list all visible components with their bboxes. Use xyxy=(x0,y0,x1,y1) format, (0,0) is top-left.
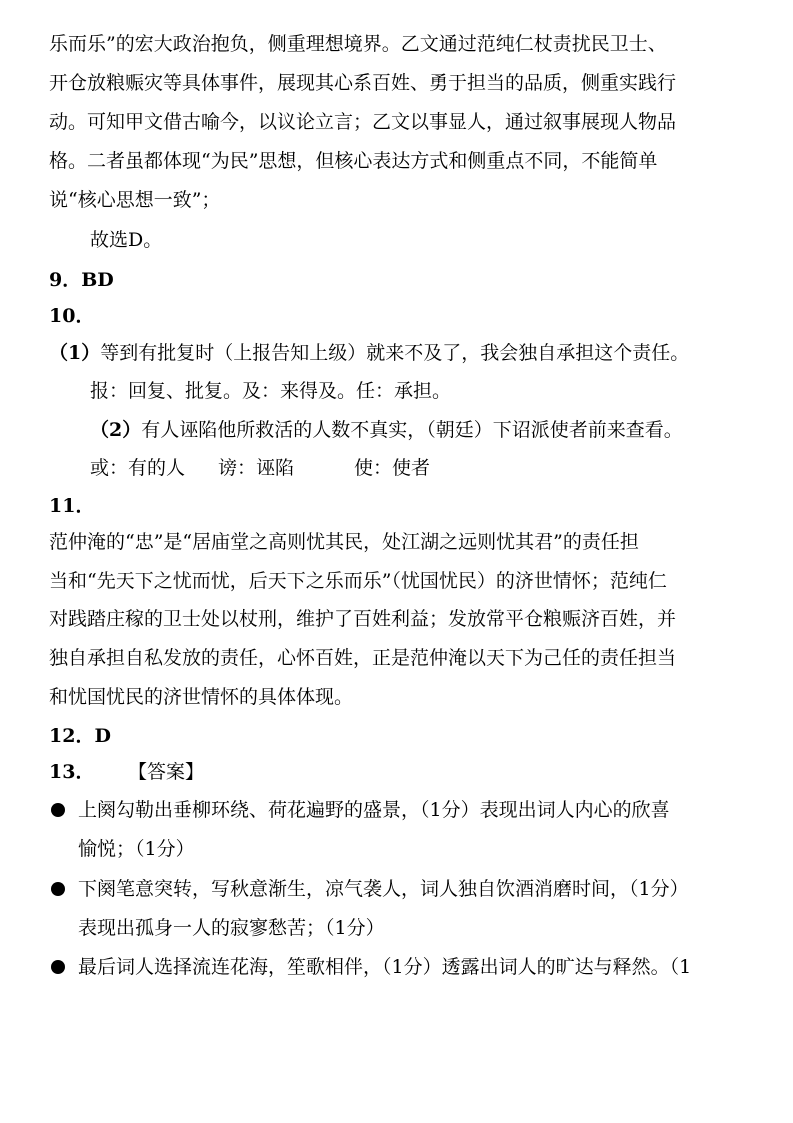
q9-answer: 9．BD xyxy=(49,269,114,291)
q10-part-1 xyxy=(49,341,689,365)
bullet-icon xyxy=(51,960,65,974)
q8-line-4: 格。二者虽都体现“为民”思想，但核心表达方式和侧重点不同，不能简单 xyxy=(49,150,658,172)
q11-line-5: 和忧国忧民的济世情怀的具体体现。 xyxy=(49,686,354,708)
bullet-icon xyxy=(51,803,65,817)
q11-line-1: 范仲淹的“忠”是“居庙堂之高则忧其民，处江湖之远则忧其君”的责任担 xyxy=(49,531,639,553)
q10-part-1-note: 报：回复、批复。及：来得及。任：承担。 xyxy=(90,380,452,402)
q8-line-3: 动。可知甲文借古喻今，以议论立言；乙文以事显人，通过叙事展现人物品 xyxy=(49,111,677,133)
q13-answer-tag: 【答案】 xyxy=(128,761,205,783)
q12-answer: 12．D xyxy=(49,725,111,747)
q13-label: 13． xyxy=(49,761,95,783)
q8-choice: 故选D。 xyxy=(90,229,163,251)
q10-part-2-note-c: 使：使者 xyxy=(354,457,431,479)
q11-label: 11． xyxy=(49,495,95,517)
q8-line-5: 说“核心思想一致”； xyxy=(49,189,221,211)
q10-label: 10． xyxy=(49,305,95,327)
q13-bullet-2-line-1: 下阕笔意突转，写秋意渐生，凉气袭人，词人独自饮酒消磨时间，（1分） xyxy=(78,878,689,900)
q13-bullet-1-line-1: 上阕勾勒出垂柳环绕、荷花遍野的盛景，（1分）表现出词人内心的欣喜 xyxy=(78,799,670,821)
bullet-icon xyxy=(51,882,65,896)
q8-line-1: 乐而乐”的宏大政治抱负，侧重理想境界。乙文通过范纯仁杖责扰民卫士、 xyxy=(49,33,667,55)
q11-line-3: 对践踏庄稼的卫士处以杖刑，维护了百姓利益；发放常平仓粮赈济百姓，并 xyxy=(49,608,677,630)
q8-line-2: 开仓放粮赈灾等具体事件，展现其心系百姓、勇于担当的品质，侧重实践行 xyxy=(49,72,677,94)
q10-part-2-note-b: 谤：诬陷 xyxy=(218,457,295,479)
q10-part-1-text: 等到有批复时（上报告知上级）就来不及了，我会独自承担这个责任。 xyxy=(100,342,690,364)
q13-bullet-1-line-2: 愉悦；（1分） xyxy=(78,838,195,860)
q10-part-2-note-a: 或：有的人 xyxy=(90,457,186,479)
q13-bullet-3-line-1: 最后词人选择流连花海，笙歌相伴，（1分）透露出词人的旷达与释然。（1 xyxy=(78,956,692,978)
q13-bullet-2-line-2: 表现出孤身一人的寂寥愁苦；（1分） xyxy=(78,917,385,939)
q10-part-1-number: （1） xyxy=(49,342,101,364)
q10-part-2-text: 有人诬陷他所救活的人数不真实，（朝廷）下诏派使者前来查看。 xyxy=(141,419,683,441)
q10-part-2-number: （2） xyxy=(90,419,142,441)
q11-line-4: 独自承担自私发放的责任，心怀百姓，正是范仲淹以天下为己任的责任担当 xyxy=(49,647,677,669)
q10-part-2 xyxy=(90,418,683,442)
q11-line-2: 当和“先天下之忧而忧，后天下之乐而乐”（忧国忧民）的济世情怀；范纯仁 xyxy=(49,570,667,592)
